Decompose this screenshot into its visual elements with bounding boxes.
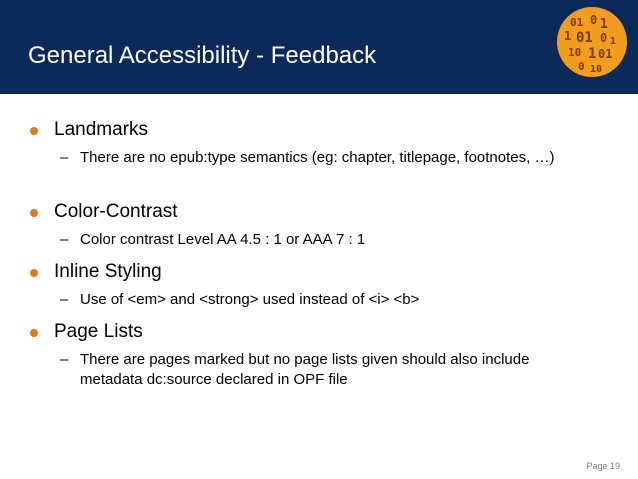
svg-text:1: 1 <box>564 29 572 43</box>
bullet-dot-icon <box>30 127 38 135</box>
page-number: Page 19 <box>586 461 620 471</box>
svg-text:1: 1 <box>600 17 608 32</box>
bullet-dot-icon <box>30 209 38 217</box>
svg-text:0: 0 <box>600 31 608 45</box>
sub-text: There are no epub:type semantics (eg: chapter, titlepage, footnotes, …) <box>80 149 555 166</box>
svg-text:10: 10 <box>590 64 603 75</box>
sub-text: Use of <em> and <strong> used instead of <i> <b> <box>80 291 420 308</box>
svg-text:01: 01 <box>570 16 584 29</box>
bullet-dot-icon <box>30 329 38 337</box>
slide-title: General Accessibility - Feedback <box>28 42 377 69</box>
sub-dash: – <box>60 149 69 166</box>
svg-text:01: 01 <box>598 47 613 61</box>
bullet-label: Color-Contrast <box>54 201 178 222</box>
bullet-label: Landmarks <box>54 119 148 140</box>
sub-dash: – <box>60 351 69 368</box>
sub-dash: – <box>60 291 69 308</box>
sub-text: Color contrast Level AA 4.5 : 1 or AAA 7 : 1 <box>80 231 366 248</box>
sub-text: There are pages marked but no page lists given should also include metadata dc:source declared in OPF file <box>80 351 530 388</box>
sub-dash: – <box>60 231 69 248</box>
svg-text:0: 0 <box>590 13 598 27</box>
bullet-label: Inline Styling <box>54 261 162 282</box>
bullet-label: Page Lists <box>54 321 143 342</box>
svg-text:10: 10 <box>568 46 582 59</box>
binary-digits-circle-logo-icon <box>556 6 628 78</box>
svg-text:01: 01 <box>576 30 593 46</box>
svg-text:0: 0 <box>578 60 585 73</box>
bullet-dot-icon <box>30 269 38 277</box>
svg-text:1: 1 <box>610 36 617 47</box>
slide-header <box>0 0 638 94</box>
svg-text:1: 1 <box>588 46 597 62</box>
